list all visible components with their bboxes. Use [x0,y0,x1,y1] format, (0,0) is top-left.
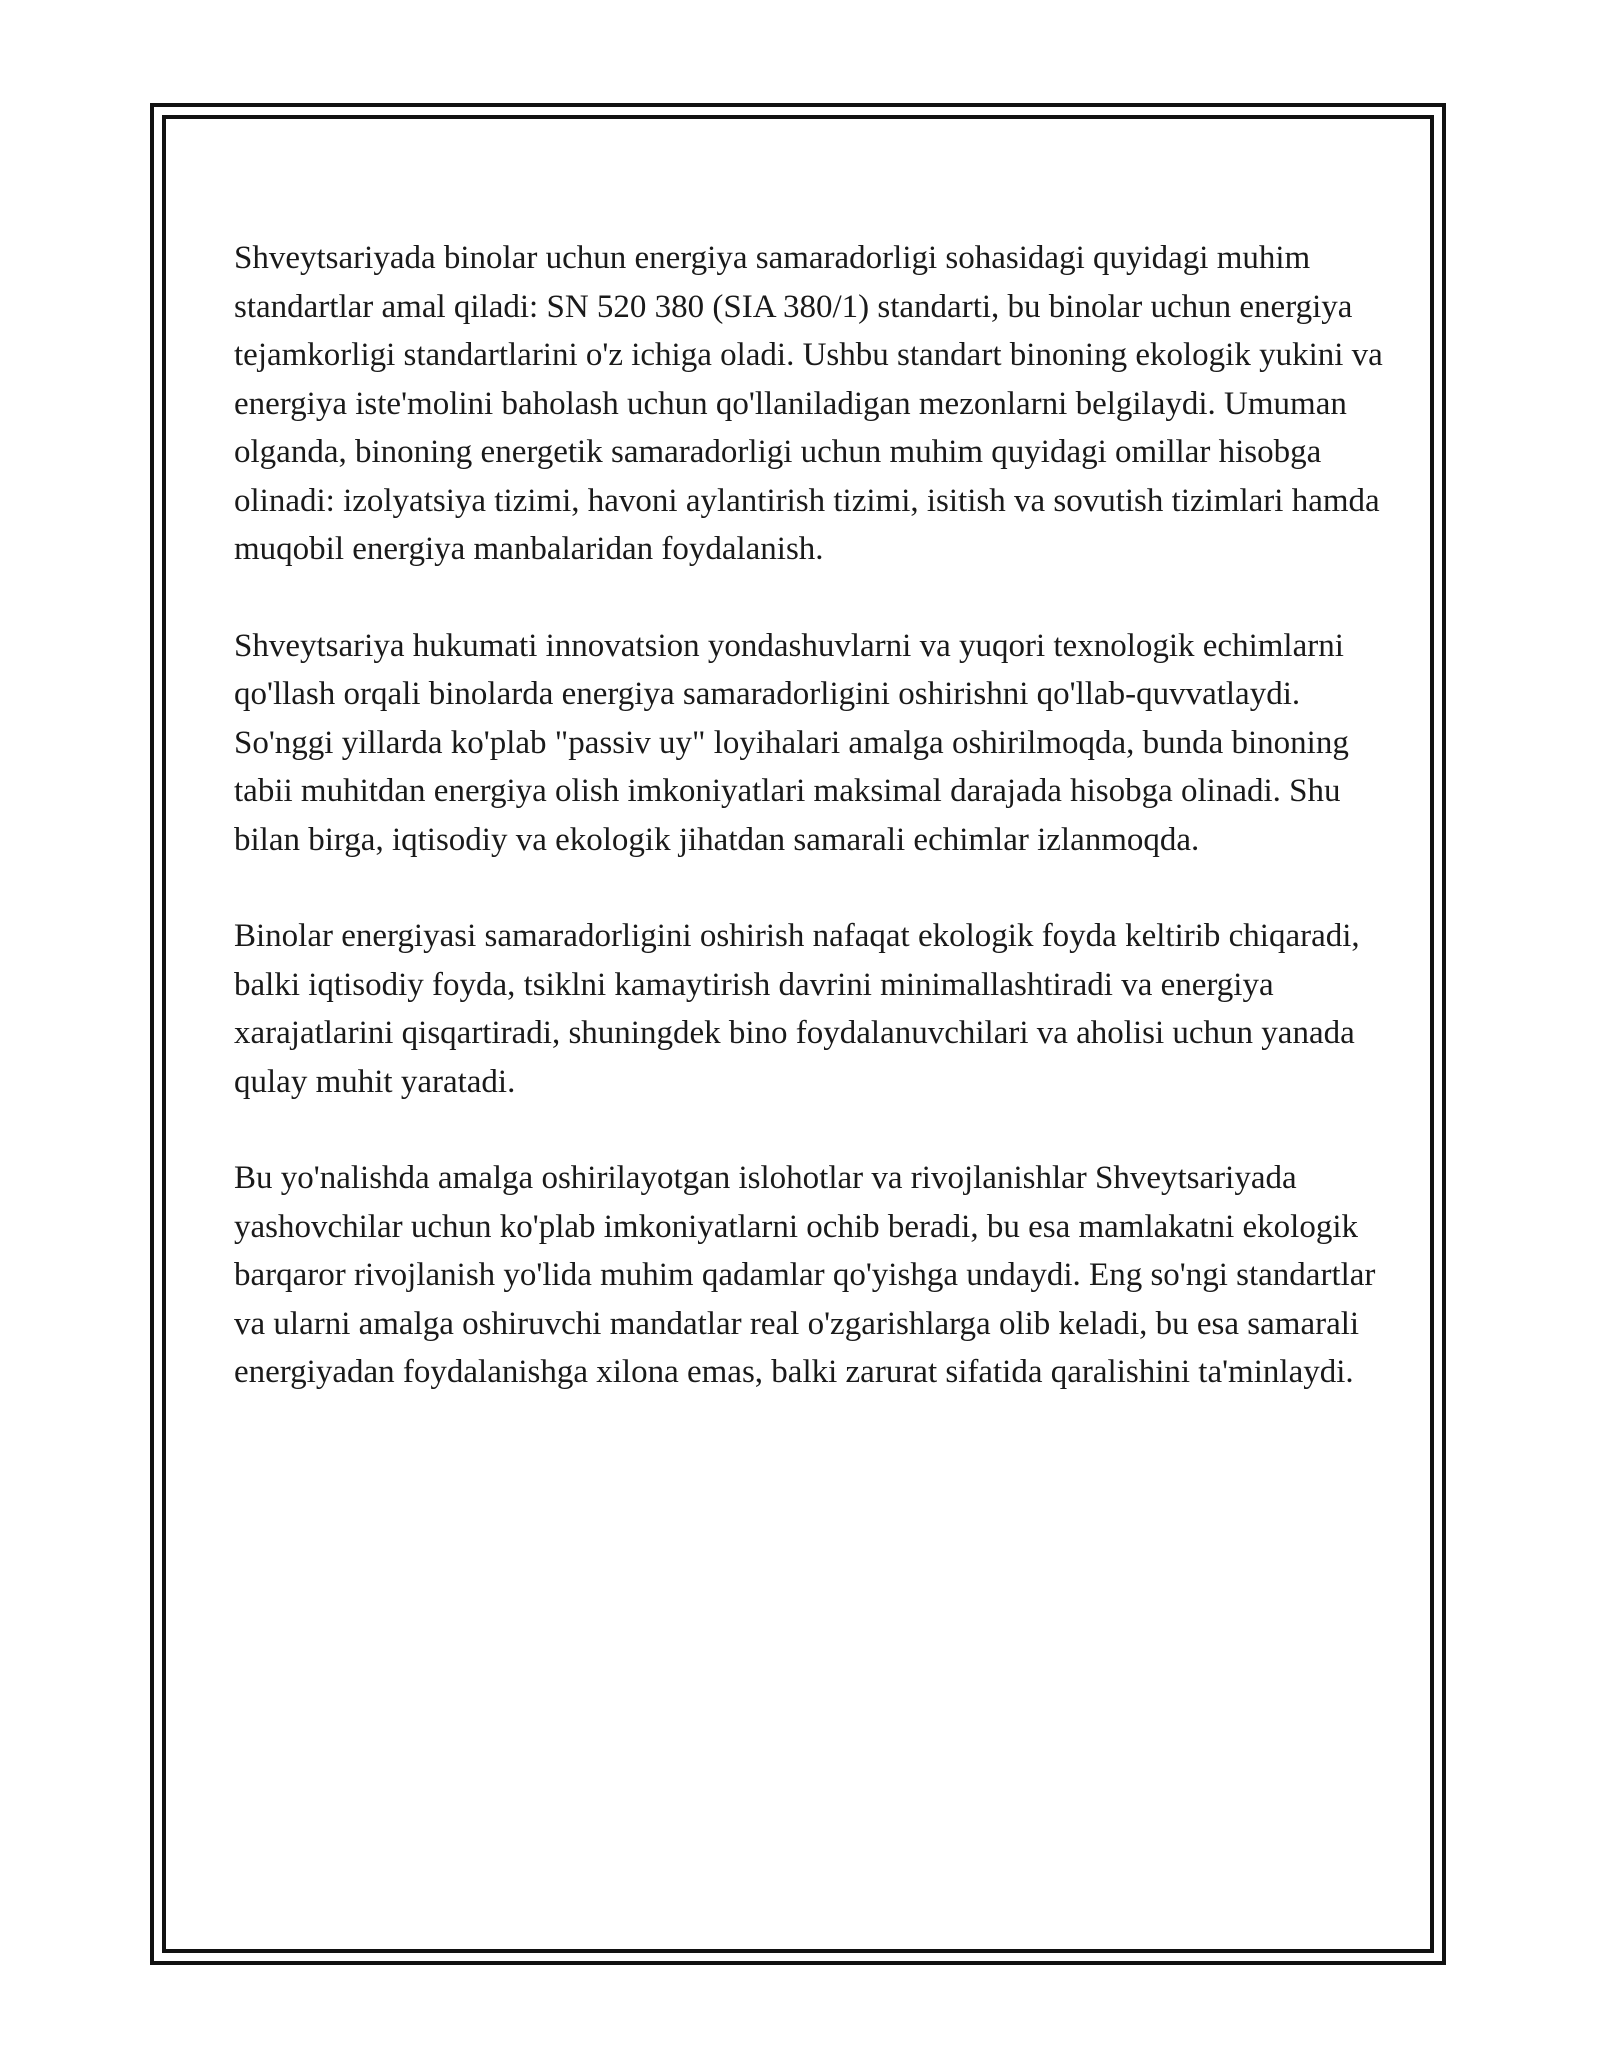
paragraph-4: Bu yo'nalishda amalga oshirilayotgan islohotlar va rivojlanishlar Shveytsariyada yashovchilar uchun ko'plab imkoniyatlarni ochib beradi, bu esa mamlakatni ekologik barqaror rivojlanish yo'lida muhim qadamlar qo'yishga undaydi. Eng so'ngi standartlar va ularni amalga oshiruvchi mandatlar real o'zgarishlarga olib keladi, bu esa samarali energiyadan foydalanishga xilona emas, balki zarurat sifatida qaralishini ta'minlaydi. [234,1160,1376,1390]
paragraph-2: Shveytsariya hukumati innovatsion yondashuvlarni va yuqori texnologik echimlarni qo'llash orqali binolarda energiya samaradorligini oshirishni qo'llab-quvvatlaydi. So'nggi yillarda ko'plab "passiv uy" loyihalari amalga oshirilmoqda, bunda binoning tabii muhitdan energiya olish imkoniyatlari maksimal darajada hisobga olinadi. Shu bilan birga, iqtisodiy va ekologik jihatdan samarali echimlar izlanmoqda. [234,627,1349,858]
paragraph-1: Shveytsariyada binolar uchun energiya samaradorligi sohasidagi quyidagi muhim standartlar amal qiladi: SN 520 380 (SIA 380/1) standarti, bu binolar uchun energiya tejamkorligi standartlarini o'z ichiga oladi. Ushbu standart binoning ekologik yukini va energiya iste'molini baholash uchun qo'llaniladigan mezonlarni belgilaydi. Umuman olganda, binoning energetik samaradorligi uchun muhim quyidagi omillar hisobga olinadi: izolyatsiya tizimi, havoni aylantirish tizimi, isitish va sovutish tizimlari hamda muqobil energiya manbalaridan foydalanish. [234,240,1383,567]
paragraph-3: Binolar energiyasi samaradorligini oshirish nafaqat ekologik foyda keltirib chiqaradi, balki iqtisodiy foyda, tsiklni kamaytirish davrini minimallashtiradi va energiya xarajatlarini qisqartiradi, shuningdek bino foydalanuvchilari va aholisi uchun yanada qulay muhit yaratadi. [234,918,1360,1100]
document-body [234,234,1384,1445]
